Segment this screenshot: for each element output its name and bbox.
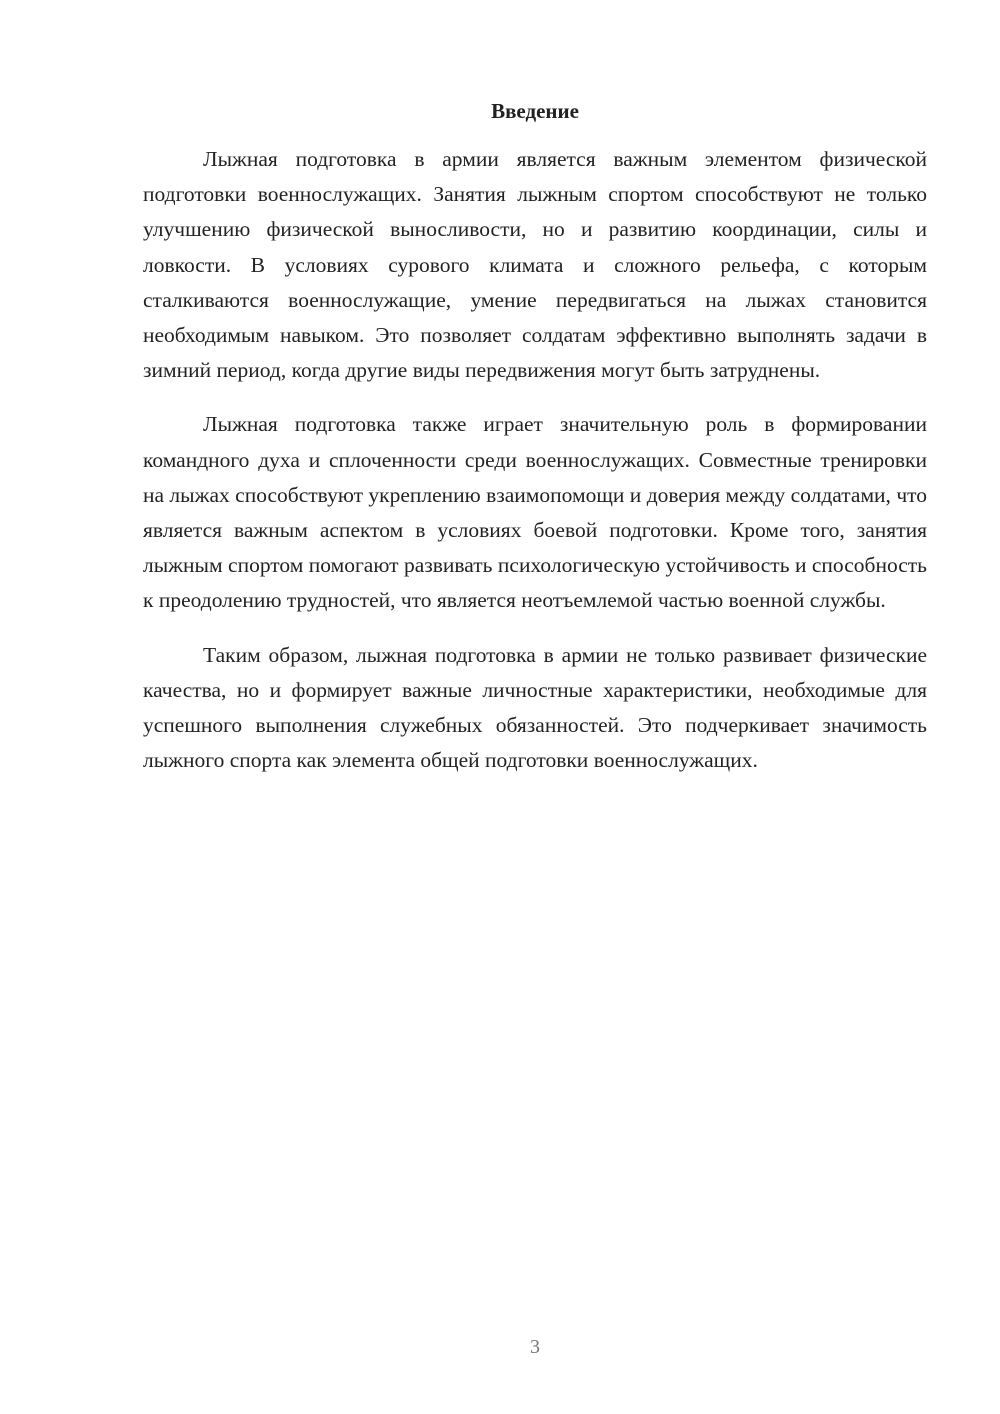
paragraph-3: Таким образом, лыжная подготовка в армии не только развивает физические качества, но и формирует важные личностные характеристики, необходимые для успешного выполнения служебных обязанностей. Это подчеркивает значимость лыжного спорта как элемента общей подготовки военнослужащих. (143, 642, 927, 773)
section-heading: Введение (491, 99, 579, 123)
paragraph-2: Лыжная подготовка также играет значительную роль в формировании командного духа и сплоченности среди военнослужащих. Совместные тренировки на лыжах способствуют укреплению взаимопомощи и доверия между солдатами, что является важным аспектом в условиях боевой подготовки. Кроме того, занятия лыжным спортом помогают развивать психологическую устойчивость и способность к преодолению трудностей, что является неотъемлемой частью военной службы. (143, 412, 927, 613)
paragraph-1: Лыжная подготовка в армии является важным элементом физической подготовки военнослужащих. Занятия лыжным спортом способствуют не только улучшению физической выносливости, но и развитию координации, силы и ловкости. В условиях сурового климата и сложного рельефа, с которым сталкиваются военнослужащие, умение передвигаться на лыжах становится необходимым навыком. Это позволяет солдатам эффективно выполнять задачи в зимний период, когда другие виды передвижения могут быть затруднены. (143, 147, 927, 383)
body-text (143, 142, 927, 797)
page-number: 3 (530, 1336, 540, 1358)
